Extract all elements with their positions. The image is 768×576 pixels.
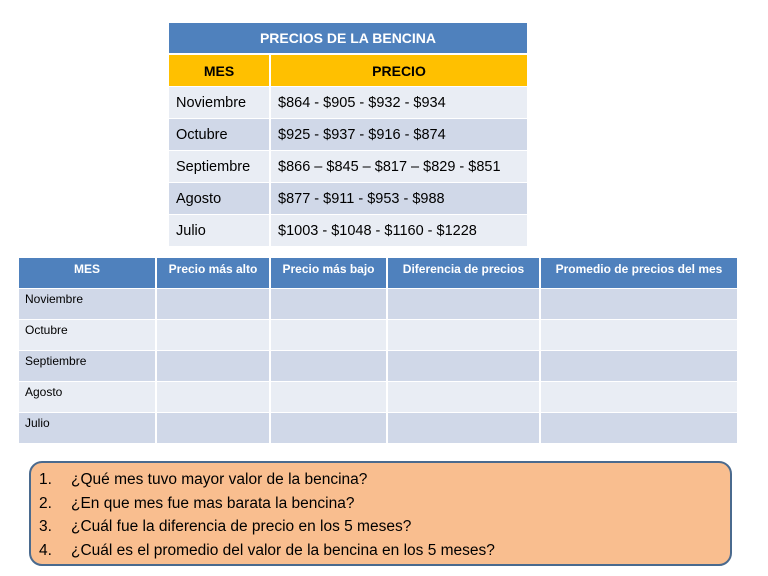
- summary-cell-difference[interactable]: [387, 412, 540, 443]
- prices-row-month: Octubre: [169, 119, 270, 151]
- summary-row-month: Noviembre: [19, 288, 156, 319]
- questions-box: [29, 461, 732, 566]
- prices-row-values: $877 - $911 - $953 - $988: [270, 183, 527, 215]
- summary-cell-average[interactable]: [540, 381, 737, 412]
- prices-header-month: MES: [169, 54, 270, 87]
- prices-row-month: Noviembre: [169, 87, 270, 119]
- summary-row: [19, 412, 737, 443]
- question-number: 3.: [39, 518, 52, 535]
- summary-header-row: [19, 258, 737, 288]
- prices-table: [169, 23, 527, 246]
- summary-cell-highest[interactable]: [156, 381, 270, 412]
- summary-row-month: Septiembre: [19, 350, 156, 381]
- question-item: [39, 515, 730, 539]
- question-item: [39, 539, 730, 563]
- summary-cell-difference[interactable]: [387, 319, 540, 350]
- summary-cell-lowest[interactable]: [270, 350, 387, 381]
- prices-row: [169, 151, 527, 183]
- prices-row-values: $925 - $937 - $916 - $874: [270, 119, 527, 151]
- prices-row: [169, 119, 527, 151]
- questions-list: [39, 468, 730, 562]
- prices-row-month: Julio: [169, 215, 270, 247]
- question-item: [39, 468, 730, 492]
- summary-table: [19, 258, 737, 443]
- prices-row-month: Agosto: [169, 183, 270, 215]
- prices-row-values: $1003 - $1048 - $1160 - $1228: [270, 215, 527, 247]
- question-number: 4.: [39, 541, 52, 559]
- summary-row: [19, 319, 737, 350]
- summary-header-highest: Precio más alto: [156, 258, 270, 288]
- summary-header-difference: Diferencia de precios: [387, 258, 540, 288]
- summary-header-month: MES: [19, 258, 156, 288]
- summary-row-month: Octubre: [19, 319, 156, 350]
- summary-cell-average[interactable]: [540, 412, 737, 443]
- summary-row: [19, 381, 737, 412]
- prices-row: [169, 215, 527, 247]
- prices-row-month: Septiembre: [169, 151, 270, 183]
- prices-row-values: $864 - $905 - $932 - $934: [270, 87, 527, 119]
- summary-row-month: Agosto: [19, 381, 156, 412]
- summary-cell-average[interactable]: [540, 288, 737, 319]
- question-text: ¿Cuál es el promedio del valor de la bencina en los 5 meses?: [71, 541, 495, 559]
- question-text: ¿Qué mes tuvo mayor valor de la bencina?: [71, 471, 368, 488]
- summary-row-month: Julio: [19, 412, 156, 443]
- question-text: ¿En que mes fue mas barata la bencina?: [71, 494, 355, 512]
- summary-header-lowest: Precio más bajo: [270, 258, 387, 288]
- summary-cell-lowest[interactable]: [270, 288, 387, 319]
- summary-cell-highest[interactable]: [156, 350, 270, 381]
- summary-cell-average[interactable]: [540, 350, 737, 381]
- summary-cell-highest[interactable]: [156, 288, 270, 319]
- prices-row: [169, 87, 527, 119]
- summary-cell-difference[interactable]: [387, 350, 540, 381]
- summary-row: [19, 350, 737, 381]
- summary-cell-lowest[interactable]: [270, 381, 387, 412]
- summary-row: [19, 288, 737, 319]
- prices-row: [169, 183, 527, 215]
- question-number: 2.: [39, 494, 52, 512]
- prices-header-price: PRECIO: [270, 54, 527, 87]
- question-number: 1.: [39, 471, 52, 488]
- summary-header-average: Promedio de precios del mes: [540, 258, 737, 288]
- summary-cell-difference[interactable]: [387, 288, 540, 319]
- summary-cell-average[interactable]: [540, 319, 737, 350]
- summary-cell-highest[interactable]: [156, 412, 270, 443]
- summary-cell-lowest[interactable]: [270, 319, 387, 350]
- prices-table-title: PRECIOS DE LA BENCINA: [169, 23, 527, 54]
- question-item: [39, 492, 730, 516]
- question-text: ¿Cuál fue la diferencia de precio en los 5 meses?: [71, 518, 412, 535]
- summary-cell-highest[interactable]: [156, 319, 270, 350]
- summary-cell-lowest[interactable]: [270, 412, 387, 443]
- summary-cell-difference[interactable]: [387, 381, 540, 412]
- prices-row-values: $866 – $845 – $817 – $829 - $851: [270, 151, 527, 183]
